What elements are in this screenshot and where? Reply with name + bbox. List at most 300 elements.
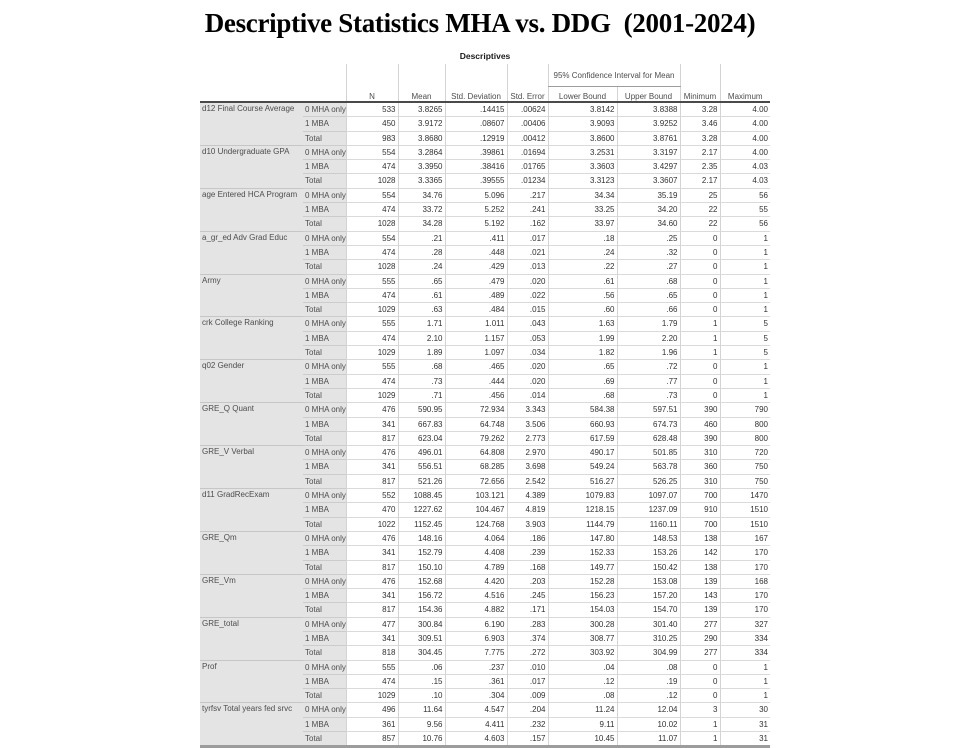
value-cell: 2.17: [680, 145, 720, 159]
value-cell: 667.83: [398, 417, 445, 431]
value-cell: .171: [507, 603, 548, 617]
value-cell: 476: [346, 446, 398, 460]
value-cell: 153.26: [617, 546, 680, 560]
group-label: Total: [303, 603, 346, 617]
value-cell: .06: [398, 660, 445, 674]
value-cell: 1218.15: [548, 503, 617, 517]
value-cell: .61: [548, 274, 617, 288]
value-cell: 1: [680, 717, 720, 731]
group-label: Total: [303, 388, 346, 402]
value-cell: 4.603: [445, 732, 507, 747]
value-cell: 72.934: [445, 403, 507, 417]
value-cell: .162: [507, 217, 548, 231]
value-cell: 817: [346, 474, 398, 488]
group-label: 1 MBA: [303, 245, 346, 259]
value-cell: 700: [680, 517, 720, 531]
value-cell: 4.03: [720, 174, 770, 188]
value-cell: .22: [548, 260, 617, 274]
group-label: 1 MBA: [303, 631, 346, 645]
value-cell: 476: [346, 574, 398, 588]
value-cell: 700: [680, 489, 720, 503]
value-cell: .203: [507, 574, 548, 588]
value-cell: 6.903: [445, 631, 507, 645]
value-cell: 1144.79: [548, 517, 617, 531]
group-label: 0 MHA only: [303, 188, 346, 202]
value-cell: .239: [507, 546, 548, 560]
value-cell: 3.3365: [398, 174, 445, 188]
header-spacer: [445, 64, 507, 87]
value-cell: .66: [617, 303, 680, 317]
value-cell: 1470: [720, 489, 770, 503]
value-cell: 2.35: [680, 160, 720, 174]
value-cell: 33.97: [548, 217, 617, 231]
value-cell: 563.78: [617, 460, 680, 474]
value-cell: 0: [680, 288, 720, 302]
value-cell: 309.51: [398, 631, 445, 645]
group-label: 1 MBA: [303, 674, 346, 688]
value-cell: 3.3123: [548, 174, 617, 188]
value-cell: 277: [680, 617, 720, 631]
value-cell: .63: [398, 303, 445, 317]
group-label: Total: [303, 131, 346, 145]
value-cell: 104.467: [445, 503, 507, 517]
value-cell: 521.26: [398, 474, 445, 488]
value-cell: 2.970: [507, 446, 548, 460]
value-cell: 1029: [346, 388, 398, 402]
value-cell: .65: [548, 360, 617, 374]
value-cell: 1.96: [617, 346, 680, 360]
value-cell: 341: [346, 460, 398, 474]
header-spacer: [346, 64, 398, 87]
value-cell: 1: [720, 288, 770, 302]
value-cell: 33.72: [398, 203, 445, 217]
value-cell: .020: [507, 374, 548, 388]
value-cell: 34.60: [617, 217, 680, 231]
value-cell: .08607: [445, 117, 507, 131]
value-cell: .19: [617, 674, 680, 688]
value-cell: 152.79: [398, 546, 445, 560]
value-cell: 1029: [346, 346, 398, 360]
value-cell: .232: [507, 717, 548, 731]
value-cell: .484: [445, 303, 507, 317]
value-cell: 533: [346, 102, 398, 117]
value-cell: 1.157: [445, 331, 507, 345]
value-cell: 3.8600: [548, 131, 617, 145]
value-cell: 4.789: [445, 560, 507, 574]
value-cell: 1.82: [548, 346, 617, 360]
value-cell: 1022: [346, 517, 398, 531]
value-cell: 4.064: [445, 531, 507, 545]
group-label: 0 MHA only: [303, 703, 346, 717]
value-cell: .15: [398, 674, 445, 688]
value-cell: .272: [507, 646, 548, 660]
value-cell: 1: [720, 374, 770, 388]
value-cell: .241: [507, 203, 548, 217]
value-cell: .374: [507, 631, 548, 645]
value-cell: .009: [507, 689, 548, 703]
value-cell: 143: [680, 589, 720, 603]
value-cell: 9.11: [548, 717, 617, 731]
table-body: [200, 102, 770, 747]
value-cell: 490.17: [548, 446, 617, 460]
value-cell: .015: [507, 303, 548, 317]
value-cell: 3.3603: [548, 160, 617, 174]
value-cell: 474: [346, 374, 398, 388]
variable-label: d10 Undergraduate GPA: [200, 145, 303, 188]
value-cell: .014: [507, 388, 548, 402]
value-cell: 501.85: [617, 446, 680, 460]
value-cell: .00406: [507, 117, 548, 131]
variable-label: Prof: [200, 660, 303, 703]
value-cell: 148.53: [617, 531, 680, 545]
value-cell: 149.77: [548, 560, 617, 574]
group-label: Total: [303, 646, 346, 660]
value-cell: 10.45: [548, 732, 617, 747]
value-cell: .010: [507, 660, 548, 674]
value-cell: 474: [346, 203, 398, 217]
column-header-upper-bound: Upper Bound: [617, 87, 680, 103]
variable-label: q02 Gender: [200, 360, 303, 403]
group-label: Total: [303, 689, 346, 703]
column-header-std-error: Std. Error: [507, 87, 548, 103]
value-cell: 516.27: [548, 474, 617, 488]
value-cell: 5: [720, 331, 770, 345]
value-cell: 1: [720, 303, 770, 317]
value-cell: 152.33: [548, 546, 617, 560]
value-cell: 30: [720, 703, 770, 717]
value-cell: 1.99: [548, 331, 617, 345]
value-cell: 4.00: [720, 117, 770, 131]
value-cell: 139: [680, 574, 720, 588]
value-cell: .39555: [445, 174, 507, 188]
value-cell: 341: [346, 589, 398, 603]
value-cell: 34.76: [398, 188, 445, 202]
value-cell: 1: [680, 346, 720, 360]
value-cell: 617.59: [548, 431, 617, 445]
table-row: [200, 446, 770, 460]
value-cell: 1029: [346, 689, 398, 703]
value-cell: 720: [720, 446, 770, 460]
value-cell: 3.28: [680, 131, 720, 145]
value-cell: 4.00: [720, 145, 770, 159]
value-cell: 3.3607: [617, 174, 680, 188]
value-cell: .08: [617, 660, 680, 674]
value-cell: .12: [548, 674, 617, 688]
value-cell: 303.92: [548, 646, 617, 660]
value-cell: .68: [617, 274, 680, 288]
value-cell: .39861: [445, 145, 507, 159]
value-cell: 4.03: [720, 160, 770, 174]
column-header-n: N: [346, 87, 398, 103]
value-cell: .72: [617, 360, 680, 374]
group-label: 0 MHA only: [303, 145, 346, 159]
value-cell: 156.23: [548, 589, 617, 603]
value-cell: 5: [720, 317, 770, 331]
value-cell: 0: [680, 660, 720, 674]
group-label: Total: [303, 560, 346, 574]
value-cell: 308.77: [548, 631, 617, 645]
table-row: [200, 317, 770, 331]
value-cell: 3.3197: [617, 145, 680, 159]
value-cell: 496.01: [398, 446, 445, 460]
column-header-maximum: Maximum: [720, 87, 770, 103]
value-cell: 470: [346, 503, 398, 517]
value-cell: 310: [680, 474, 720, 488]
value-cell: 168: [720, 574, 770, 588]
value-cell: 3.8761: [617, 131, 680, 145]
value-cell: .053: [507, 331, 548, 345]
value-cell: 1: [720, 360, 770, 374]
value-cell: 474: [346, 674, 398, 688]
value-cell: .65: [617, 288, 680, 302]
value-cell: 1227.62: [398, 503, 445, 517]
value-cell: .020: [507, 274, 548, 288]
value-cell: 0: [680, 374, 720, 388]
value-cell: 4.547: [445, 703, 507, 717]
value-cell: 750: [720, 474, 770, 488]
value-cell: .444: [445, 374, 507, 388]
value-cell: 800: [720, 417, 770, 431]
value-cell: 476: [346, 531, 398, 545]
value-cell: 0: [680, 274, 720, 288]
value-cell: 0: [680, 231, 720, 245]
group-label: 0 MHA only: [303, 531, 346, 545]
value-cell: 555: [346, 360, 398, 374]
value-cell: 360: [680, 460, 720, 474]
value-cell: 1029: [346, 303, 398, 317]
value-cell: .71: [398, 388, 445, 402]
value-cell: 5: [720, 346, 770, 360]
group-label: 1 MBA: [303, 203, 346, 217]
value-cell: 3.46: [680, 117, 720, 131]
value-cell: 3.698: [507, 460, 548, 474]
value-cell: 154.03: [548, 603, 617, 617]
group-label: 1 MBA: [303, 589, 346, 603]
value-cell: 0: [680, 674, 720, 688]
ci-header: 95% Confidence Interval for Mean: [548, 64, 680, 87]
value-cell: 3.903: [507, 517, 548, 531]
value-cell: .361: [445, 674, 507, 688]
value-cell: .013: [507, 260, 548, 274]
value-cell: .00412: [507, 131, 548, 145]
value-cell: 910: [680, 503, 720, 517]
value-cell: 153.08: [617, 574, 680, 588]
value-cell: 857: [346, 732, 398, 747]
value-cell: 474: [346, 160, 398, 174]
value-cell: 390: [680, 403, 720, 417]
value-cell: 597.51: [617, 403, 680, 417]
value-cell: 4.408: [445, 546, 507, 560]
value-cell: 3.3950: [398, 160, 445, 174]
table-row: [200, 102, 770, 117]
table-row: [200, 703, 770, 717]
value-cell: 983: [346, 131, 398, 145]
value-cell: 800: [720, 431, 770, 445]
group-label: 1 MBA: [303, 460, 346, 474]
value-cell: 35.19: [617, 188, 680, 202]
value-cell: .73: [398, 374, 445, 388]
value-cell: 1097.07: [617, 489, 680, 503]
group-label: 1 MBA: [303, 117, 346, 131]
value-cell: 10.02: [617, 717, 680, 731]
value-cell: 334: [720, 646, 770, 660]
value-cell: .245: [507, 589, 548, 603]
table-title: Descriptives: [459, 51, 511, 61]
value-cell: 450: [346, 117, 398, 131]
value-cell: .28: [398, 245, 445, 259]
value-cell: 2.10: [398, 331, 445, 345]
value-cell: 554: [346, 145, 398, 159]
value-cell: 1: [680, 317, 720, 331]
table-row: [200, 489, 770, 503]
value-cell: 138: [680, 531, 720, 545]
value-cell: .68: [548, 388, 617, 402]
value-cell: 10.76: [398, 732, 445, 747]
value-cell: 34.28: [398, 217, 445, 231]
value-cell: 56: [720, 188, 770, 202]
value-cell: 4.389: [507, 489, 548, 503]
table-row: [200, 574, 770, 588]
variable-label: Army: [200, 274, 303, 317]
value-cell: 1510: [720, 503, 770, 517]
group-label: 0 MHA only: [303, 317, 346, 331]
value-cell: 4.420: [445, 574, 507, 588]
value-cell: 0: [680, 689, 720, 703]
value-cell: 3.4297: [617, 160, 680, 174]
value-cell: 300.28: [548, 617, 617, 631]
descriptives-table: [200, 64, 770, 748]
value-cell: .00624: [507, 102, 548, 117]
value-cell: 167: [720, 531, 770, 545]
value-cell: .12919: [445, 131, 507, 145]
value-cell: 555: [346, 660, 398, 674]
value-cell: .021: [507, 245, 548, 259]
value-cell: 300.84: [398, 617, 445, 631]
table-row: [200, 188, 770, 202]
value-cell: 674.73: [617, 417, 680, 431]
value-cell: 33.25: [548, 203, 617, 217]
value-cell: 142: [680, 546, 720, 560]
value-cell: 11.24: [548, 703, 617, 717]
value-cell: 3.28: [680, 102, 720, 117]
value-cell: 3.8142: [548, 102, 617, 117]
value-cell: 1.097: [445, 346, 507, 360]
value-cell: .27: [617, 260, 680, 274]
value-cell: 361: [346, 717, 398, 731]
value-cell: .479: [445, 274, 507, 288]
value-cell: 818: [346, 646, 398, 660]
value-cell: 5.192: [445, 217, 507, 231]
value-cell: 1: [680, 732, 720, 747]
group-label: 0 MHA only: [303, 489, 346, 503]
variable-label: GRE_V Verbal: [200, 446, 303, 489]
value-cell: 290: [680, 631, 720, 645]
value-cell: 1: [720, 260, 770, 274]
value-cell: .168: [507, 560, 548, 574]
value-cell: .73: [617, 388, 680, 402]
table-header: [200, 64, 770, 102]
value-cell: 3.8388: [617, 102, 680, 117]
value-cell: 79.262: [445, 431, 507, 445]
value-cell: 3.506: [507, 417, 548, 431]
group-label: Total: [303, 174, 346, 188]
value-cell: 148.16: [398, 531, 445, 545]
group-label: 0 MHA only: [303, 231, 346, 245]
group-label: 1 MBA: [303, 374, 346, 388]
value-cell: 1152.45: [398, 517, 445, 531]
value-cell: .08: [548, 689, 617, 703]
value-cell: 3.8680: [398, 131, 445, 145]
value-cell: 310.25: [617, 631, 680, 645]
value-cell: 623.04: [398, 431, 445, 445]
value-cell: .61: [398, 288, 445, 302]
value-cell: 1: [680, 331, 720, 345]
value-cell: 0: [680, 245, 720, 259]
value-cell: .18: [548, 231, 617, 245]
group-label: Total: [303, 474, 346, 488]
value-cell: 2.17: [680, 174, 720, 188]
variable-label: tyrfsv Total years fed srvc: [200, 703, 303, 747]
value-cell: .14415: [445, 102, 507, 117]
variable-label: GRE_Qm: [200, 531, 303, 574]
value-cell: 55: [720, 203, 770, 217]
value-cell: 150.42: [617, 560, 680, 574]
value-cell: .01765: [507, 160, 548, 174]
value-cell: 1.79: [617, 317, 680, 331]
header-spacer: [398, 64, 445, 87]
value-cell: .60: [548, 303, 617, 317]
variable-label: age Entered HCA Program: [200, 188, 303, 231]
group-label: 1 MBA: [303, 546, 346, 560]
header-spacer: [720, 64, 770, 87]
value-cell: 1088.45: [398, 489, 445, 503]
value-cell: 474: [346, 288, 398, 302]
variable-label: a_gr_ed Adv Grad Educ: [200, 231, 303, 274]
value-cell: .38416: [445, 160, 507, 174]
value-cell: 817: [346, 560, 398, 574]
value-cell: 154.36: [398, 603, 445, 617]
value-cell: 4.411: [445, 717, 507, 731]
value-cell: 64.748: [445, 417, 507, 431]
value-cell: 1079.83: [548, 489, 617, 503]
value-cell: 1028: [346, 174, 398, 188]
value-cell: 56: [720, 217, 770, 231]
variable-label: d11 GradRecExam: [200, 489, 303, 532]
value-cell: 1: [720, 245, 770, 259]
value-cell: 628.48: [617, 431, 680, 445]
spss-output: [200, 51, 770, 748]
value-cell: 34.34: [548, 188, 617, 202]
value-cell: .304: [445, 689, 507, 703]
value-cell: .017: [507, 674, 548, 688]
value-cell: 341: [346, 631, 398, 645]
value-cell: 341: [346, 417, 398, 431]
value-cell: 1: [720, 274, 770, 288]
value-cell: 1028: [346, 260, 398, 274]
variable-label: d12 Final Course Average: [200, 102, 303, 145]
group-label: 1 MBA: [303, 160, 346, 174]
value-cell: .157: [507, 732, 548, 747]
value-cell: 34.20: [617, 203, 680, 217]
value-cell: .12: [617, 689, 680, 703]
value-cell: 170: [720, 546, 770, 560]
value-cell: 1: [720, 660, 770, 674]
value-cell: .25: [617, 231, 680, 245]
header-spacer: [507, 64, 548, 87]
value-cell: 554: [346, 231, 398, 245]
variable-label: GRE_total: [200, 617, 303, 660]
value-cell: 3.343: [507, 403, 548, 417]
